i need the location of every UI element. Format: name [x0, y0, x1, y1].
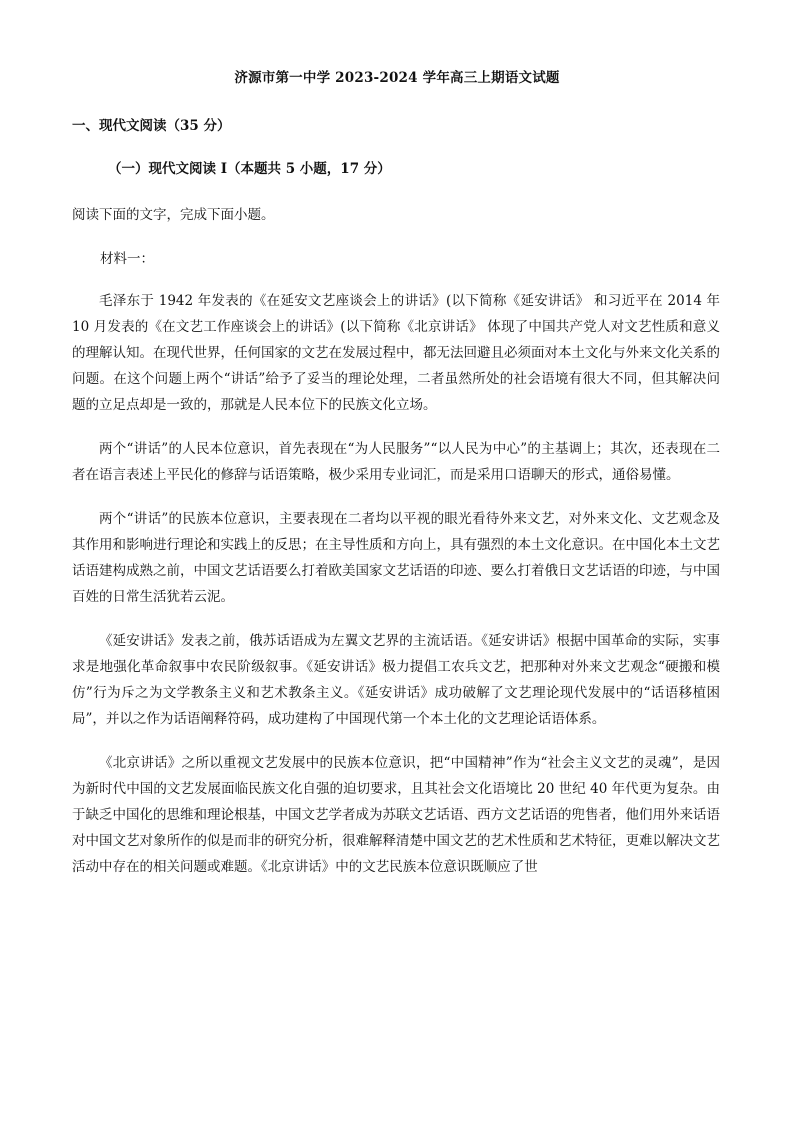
passage-paragraph: 两个“讲话”的民族本位意识，主要表现在二者均以平视的眼光看待外来文艺，对外来文化、文艺观念及其作用和影响进行理论和实践上的反思；在主导性质和方向上，具有强烈的本土文化意识。在中国化本土文艺话语建构成熟之前，中国文艺话语要么打着欧美国家文艺话语的印迹、要么打着俄日文艺话语的印迹，与中国百姓的日常生活犹若云泥。 — [72, 511, 720, 605]
subsection-heading: （一）现代文阅读 I（本题共 5 小题，17 分） — [108, 161, 391, 177]
material-label: 材料一： — [100, 251, 154, 267]
section-heading: 一、现代文阅读（35 分） — [72, 118, 231, 134]
passage-paragraph: 《北京讲话》之所以重视文艺发展中的民族本位意识，把“中国精神”作为“社会主义文艺的灵魂”，是因为新时代中国的文艺发展面临民族文化自强的迫切要求，且其社会文化语境比 20 世纪 40 年代更为复杂。由于缺乏中国化的思维和理论根基，中国文艺学者成为苏联文艺话语、西方文艺话语的兜售者，他们用外来话语对中国文艺对象所作的似是而非的研究分析，很难解释清楚中国文艺的艺术性质和艺术特征，更难以解决文艺活动中存在的相关问题或难题。《北京讲话》中的文艺民族本位意识既顺应了世 — [72, 755, 720, 875]
passage-body — [72, 288, 720, 898]
exam-title: 济源市第一中学 2023-2024 学年高三上期语文试题 — [234, 70, 560, 86]
passage-paragraph: 《延安讲话》发表之前，俄苏话语成为左翼文艺界的主流话语。《延安讲话》根据中国革命的实际，实事求是地强化革命叙事中农民阶级叙事。《延安讲话》极力提倡工农兵文艺，把那种对外来文艺观念“硬搬和模仿”行为斥之为文学教条主义和艺术教条主义。《延安讲话》成功破解了文艺理论现代发展中的“话语移植困局”，并以之作为话语阐释符码，成功建构了中国现代第一个本土化的文艺理论话语体系。 — [72, 633, 720, 727]
passage-paragraph: 两个“讲话”的人民本位意识，首先表现在“为人民服务”“以人民为中心”的主基调上；其次，还表现在二者在语言表述上平民化的修辞与话语策略，极少采用专业词汇，而是采用口语聊天的形式，通俗易懂。 — [72, 441, 720, 483]
passage-paragraph: 毛泽东于 1942 年发表的《在延安文艺座谈会上的讲话》(以下简称《延安讲话》 和习近平在 2014 年 10 月发表的《在文艺工作座谈会上的讲话》(以下简称《北京讲话》 体现了中国共产党人对文艺性质和意义的理解认知。在现代世界，任何国家的文艺在发展过程中，都无法回避且必须面对本土文化与外来文化关系的问题。在这个问题上两个“讲话”给予了妥当的理论处理，二者虽然所处的社会语境有很大不同，但其解决问题的立足点却是一致的，那就是人民本位下的民族文化立场。 — [72, 293, 720, 413]
reading-instruction: 阅读下面的文字，完成下面小题。 — [72, 207, 275, 223]
